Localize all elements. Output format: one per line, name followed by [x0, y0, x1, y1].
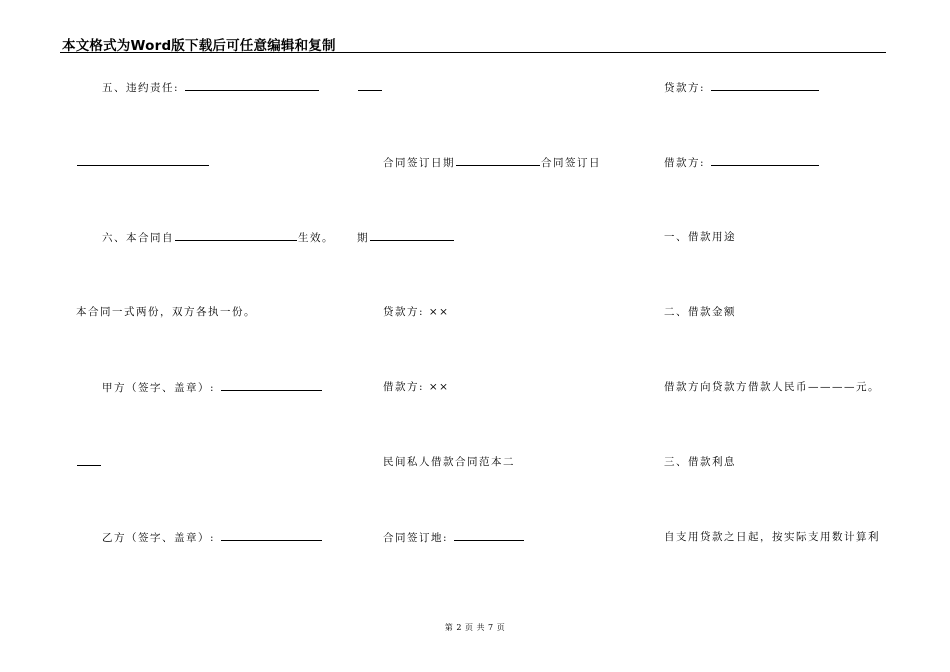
- page-header: 本文格式为Word版下载后可任意编辑和复制: [62, 38, 336, 54]
- borrower-line: 借款方: ××: [383, 381, 450, 393]
- page-footer: 第 2 页 共 7 页: [444, 623, 506, 632]
- blank-continuation: [358, 80, 382, 91]
- borrower-party-label: 借款方:: [664, 157, 706, 169]
- date-continuation-label: 期: [357, 232, 369, 244]
- signing-place-label: 合同签订地:: [383, 532, 449, 544]
- lender-party-label: 贷款方:: [664, 82, 706, 94]
- effective-date-label: 六、本合同自: [102, 232, 174, 244]
- lender-party-blank: [711, 80, 819, 91]
- lender-party-line: [664, 80, 820, 95]
- effective-date-suffix: 生效。: [298, 232, 334, 244]
- contract-date-label: 合同签订日期: [383, 157, 455, 169]
- party-b-signature-blank: [221, 530, 322, 541]
- borrower-party-blank: [711, 155, 819, 166]
- breach-liability-line: [102, 80, 320, 95]
- party-a-signature-blank: [221, 380, 322, 391]
- party-a-signature-label: 甲方（签字、盖章）:: [102, 382, 216, 394]
- section-loan-purpose: 一、借款用途: [664, 231, 736, 243]
- breach-liability-label: 五、违约责任:: [102, 82, 180, 94]
- contract-date-line: [383, 155, 601, 170]
- interest-clause: 自支用贷款之日起，按实际支用数计算利: [664, 531, 880, 543]
- date-continuation-line: [357, 230, 455, 245]
- party-b-signature-line: [102, 530, 323, 545]
- section-loan-interest: 三、借款利息: [664, 456, 736, 468]
- date-continuation-blank: [370, 230, 454, 241]
- loan-amount-clause: 借款方向贷款方借款人民币————元。: [664, 381, 880, 393]
- party-a-signature-line: [102, 380, 323, 395]
- party-b-signature-label: 乙方（签字、盖章）:: [102, 532, 216, 544]
- contract-date-blank: [456, 155, 540, 166]
- effective-date-blank: [175, 230, 297, 241]
- template-two-title: 民间私人借款合同范本二: [383, 456, 515, 468]
- signing-place-blank: [454, 530, 524, 541]
- effective-date-line: [102, 230, 334, 245]
- blank-line: [77, 155, 209, 166]
- signing-place-line: [383, 530, 525, 545]
- breach-liability-blank: [185, 80, 319, 91]
- section-loan-amount: 二、借款金额: [664, 306, 736, 318]
- borrower-party-line: [664, 155, 820, 170]
- copies-clause: 本合同一式两份，双方各执一份。: [76, 306, 256, 318]
- lender-line: 贷款方: ××: [383, 306, 450, 318]
- contract-date-label-2: 合同签订日: [541, 157, 601, 169]
- blank-short: [77, 455, 101, 466]
- header-rule: [60, 52, 886, 53]
